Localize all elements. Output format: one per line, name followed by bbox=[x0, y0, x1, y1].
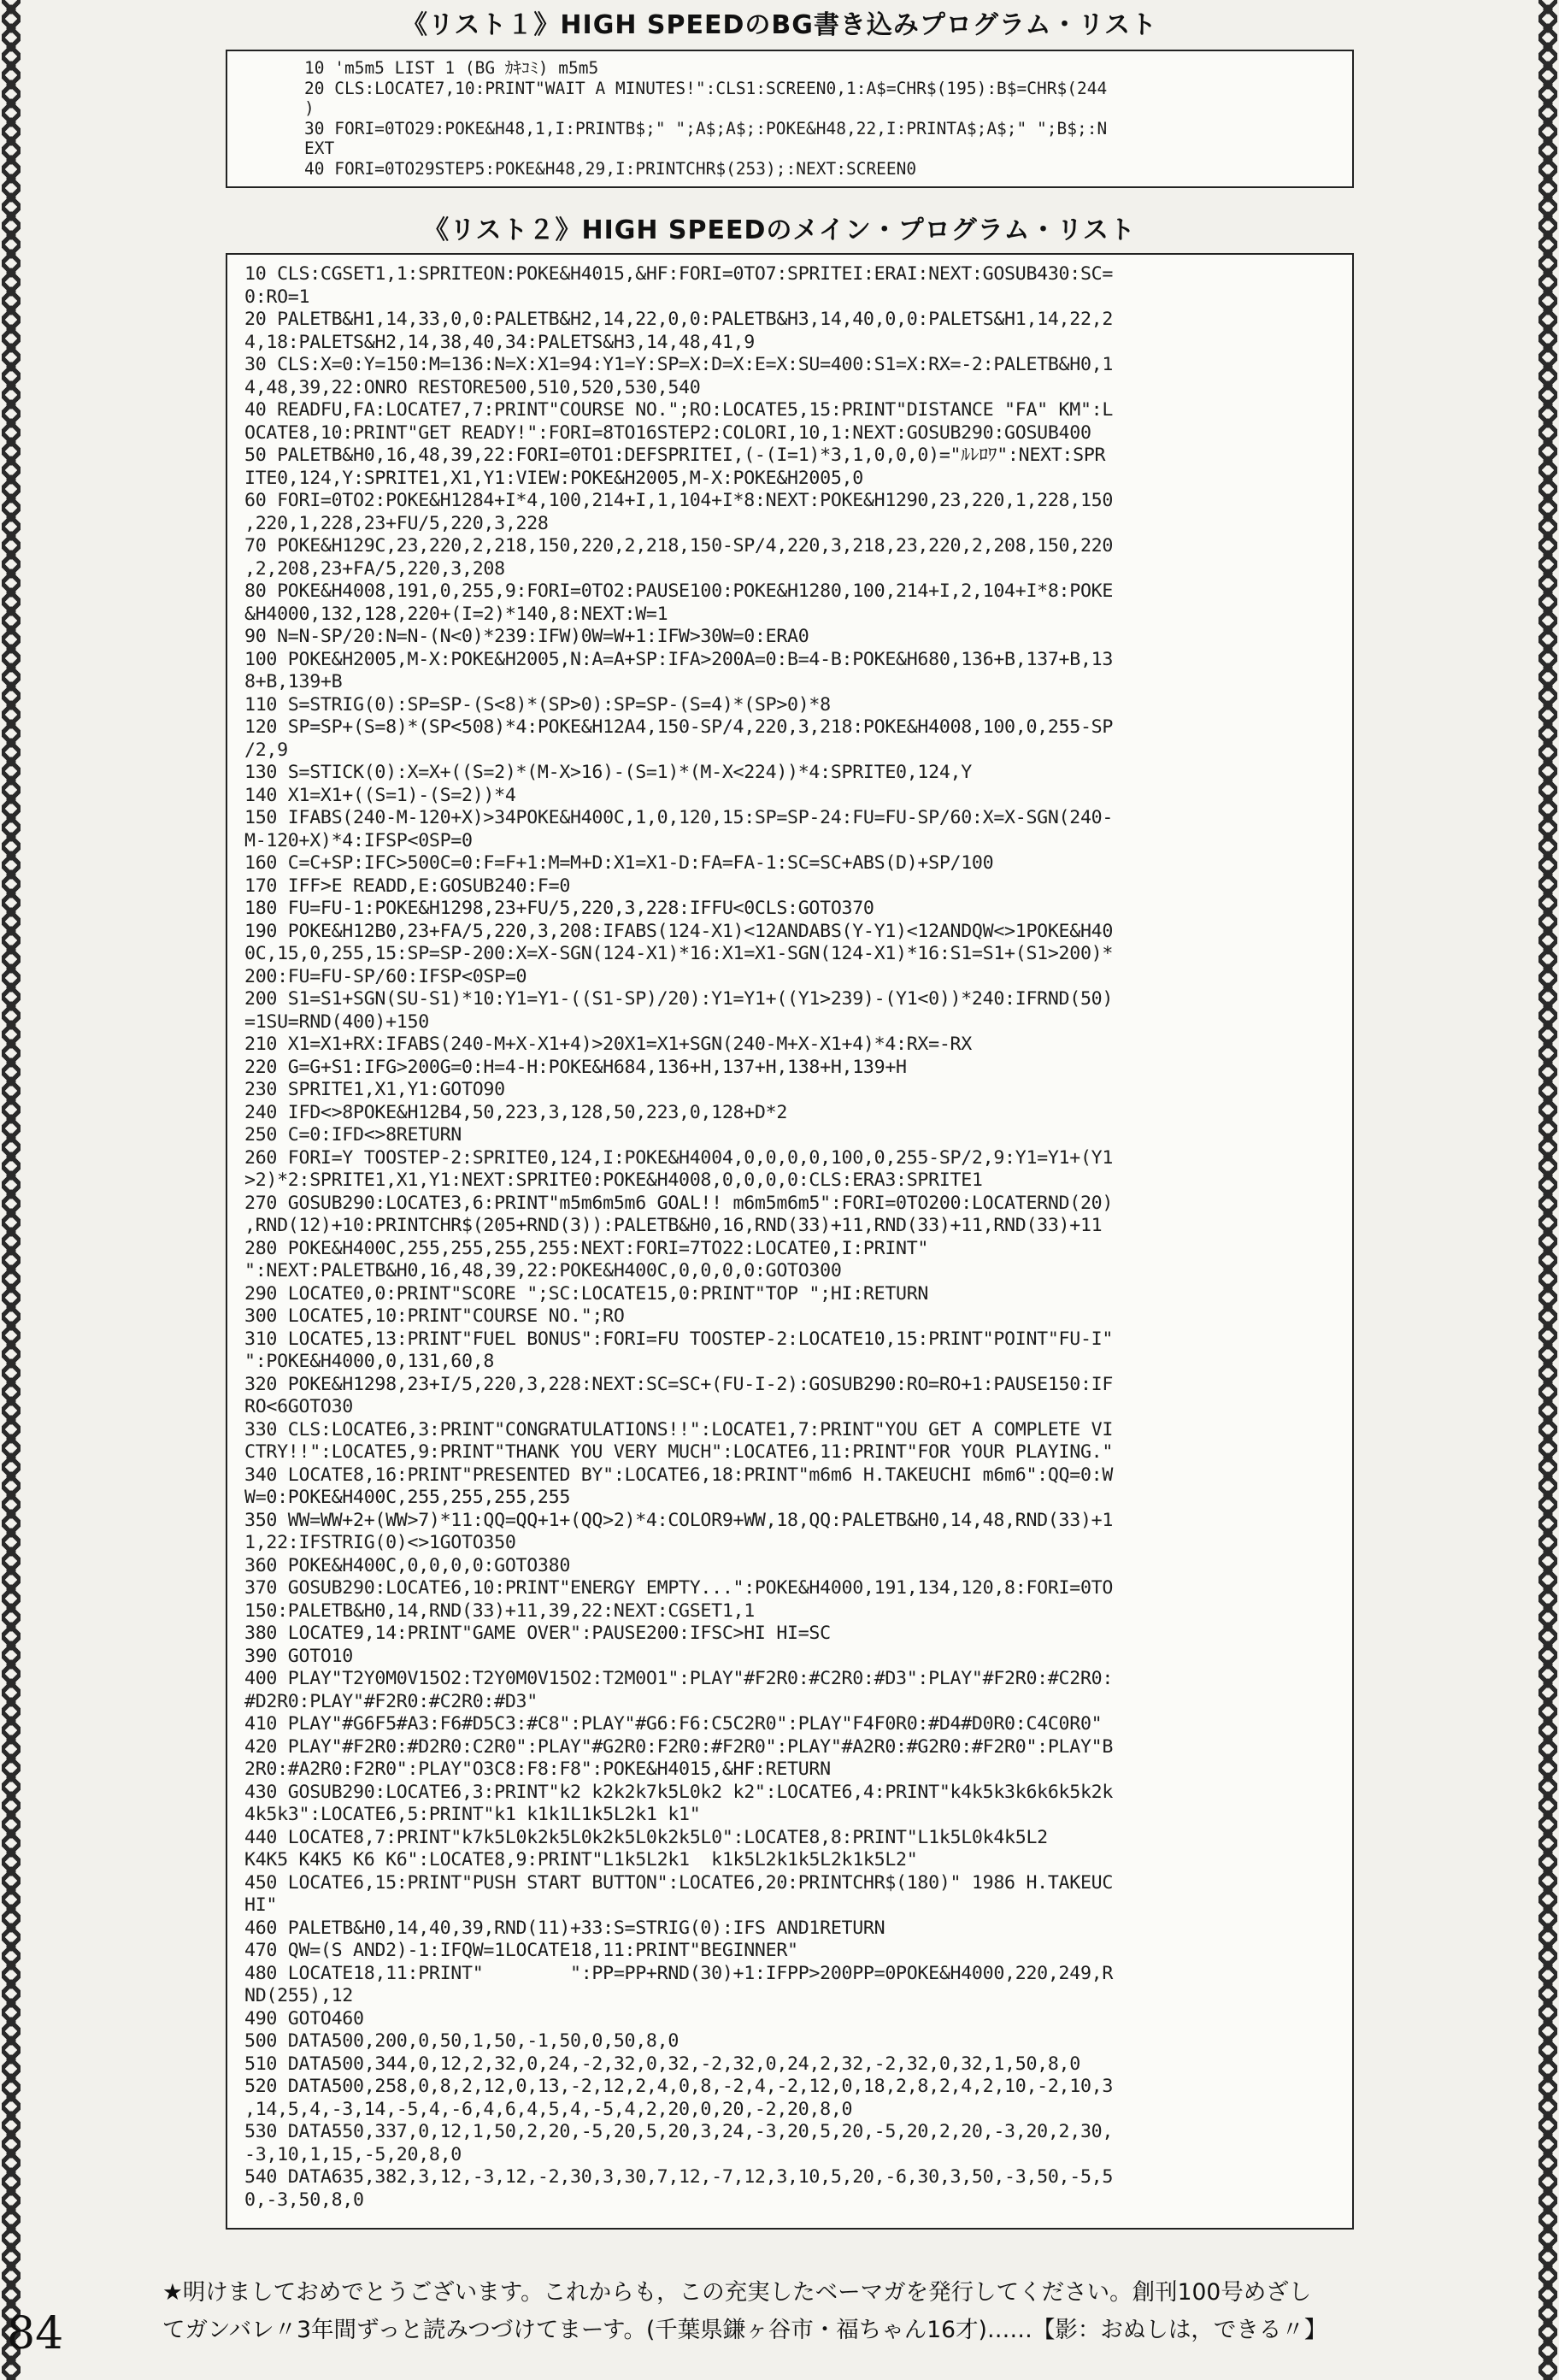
left-decorative-border bbox=[2, 0, 21, 2380]
code-line: 250 C=0:IFD<>8RETURN bbox=[244, 1124, 462, 1146]
code-line: 360 POKE&H400C,0,0,0,0:GOTO380 bbox=[244, 1554, 571, 1576]
code-line: /2,9 bbox=[244, 739, 288, 761]
code-line: 200 S1=S1+SGN(SU-S1)*10:Y1=Y1-((S1-SP)/20):Y1=Y1+((Y1>239)-(Y1<0))*240:IFRND(50) bbox=[244, 988, 1114, 1010]
list1-title: 《リスト１》HIGH SPEEDのBG書き込みプログラム・リスト bbox=[402, 10, 1157, 40]
code-line: 260 FORI=Y TOOSTEP-2:SPRITE0,124,I:POKE&H4004,0,0,0,0,100,0,255-SP/2,9:Y1=Y1+(Y1 bbox=[244, 1146, 1114, 1169]
code-line: 450 LOCATE6,15:PRINT"PUSH START BUTTON":LOCATE6,20:PRINTCHR$(180)" 1986 H.TAKEUC bbox=[244, 1871, 1114, 1894]
code-line: -3,10,1,15,-5,20,8,0 bbox=[244, 2143, 462, 2165]
code-line: 420 PLAY"#F2R0:#D2R0:C2R0":PLAY"#G2R0:F2R0:#F2R0":PLAY"#A2R0:#G2R0:#F2R0":PLAY"B bbox=[244, 1735, 1114, 1758]
code-line: 270 GOSUB290:LOCATE3,6:PRINT"m5m6m5m6 GOAL!! m6m5m6m5":FORI=0TO200:LOCATERND(20) bbox=[244, 1192, 1114, 1214]
code-line: HI" bbox=[244, 1894, 278, 1916]
code-line: ,14,5,4,-3,14,-5,4,-6,4,6,4,5,4,-5,4,2,20,0,20,-2,20,8,0 bbox=[244, 2098, 853, 2120]
code-line: 20 CLS:LOCATE7,10:PRINT"WAIT A MINUTES!":CLS1:SCREEN0,1:A$=CHR$(195):B$=CHR$(244 bbox=[304, 78, 1108, 98]
code-line: 370 GOSUB290:LOCATE6,10:PRINT"ENERGY EMPTY...":POKE&H4000,191,134,120,8:FORI=0TO bbox=[244, 1577, 1114, 1599]
code-line: 10 CLS:CGSET1,1:SPRITEON:POKE&H4015,&HF:FORI=0TO7:SPRITEI:ERAI:NEXT:GOSUB430:SC= bbox=[244, 263, 1114, 285]
code-line: 300 LOCATE5,10:PRINT"COURSE NO.";RO bbox=[244, 1305, 625, 1327]
reader-note bbox=[162, 2274, 1496, 2349]
code-line: 340 LOCATE8,16:PRINT"PRESENTED BY":LOCATE6,18:PRINT"m6m6 H.TAKEUCHI m6m6":QQ=0:W bbox=[244, 1464, 1114, 1486]
code-line: ,RND(12)+10:PRINTCHR$(205+RND(3)):PALETB&H0,16,RND(33)+11,RND(33)+11,RND(33)+11 bbox=[244, 1215, 1103, 1236]
code-line: 320 POKE&H1298,23+I/5,220,3,228:NEXT:SC=SC+(FU-I-2):GOSUB290:RO=RO+1:PAUSE150:IF bbox=[244, 1373, 1114, 1395]
code-line: 90 N=N-SP/20:N=N-(N<0)*239:IFW)0W=W+1:IFW>30W=0:ERA0 bbox=[244, 626, 809, 647]
code-line: =1SU=RND(400)+150 bbox=[244, 1010, 429, 1033]
code-line: 10 'm5m5 LIST 1 (BG ｶｷｺﾐ) m5m5 bbox=[304, 58, 599, 78]
code-line: 40 READFU,FA:LOCATE7,7:PRINT"COURSE NO.";RO:LOCATE5,15:PRINT"DISTANCE "FA" KM":L bbox=[244, 399, 1114, 421]
code-line: CTRY!!":LOCATE5,9:PRINT"THANK YOU VERY MUCH":LOCATE6,11:PRINT"FOR YOUR PLAYING." bbox=[244, 1441, 1114, 1463]
reader-note-line-1: ★明けましておめでとうございます。これからも，この充実したベーマガを発行してください。創刊100号めざし bbox=[162, 2279, 1312, 2306]
code-line: 330 CLS:LOCATE6,3:PRINT"CONGRATULATIONS!!":LOCATE1,7:PRINT"YOU GET A COMPLETE VI bbox=[244, 1418, 1114, 1440]
code-line: 0,-3,50,8,0 bbox=[244, 2189, 364, 2211]
list1-code-box bbox=[226, 50, 1354, 188]
code-line: >2)*2:SPRITE1,X1,Y1:NEXT:SPRITE0:POKE&H4008,0,0,0,0:CLS:ERA3:SPRITE1 bbox=[244, 1169, 983, 1191]
code-line: &H4000,132,128,220+(I=2)*140,8:NEXT:W=1 bbox=[244, 603, 668, 625]
code-line: 40 FORI=0TO29STEP5:POKE&H48,29,I:PRINTCHR$(253);:NEXT:SCREEN0 bbox=[304, 158, 917, 179]
code-line: 180 FU=FU-1:POKE&H1298,23+FU/5,220,3,228:IFFU<0CLS:GOTO370 bbox=[244, 898, 874, 919]
code-line: ND(255),12 bbox=[244, 1985, 354, 2006]
code-line: 210 X1=X1+RX:IFABS(240-M+X-X1+4)>20X1=X1+SGN(240-M+X-X1+4)*4:RX=-RX bbox=[244, 1034, 972, 1055]
code-line: 190 POKE&H12B0,23+FA/5,220,3,208:IFABS(124-X1)<12ANDABS(Y-Y1)<12ANDQW<>1POKE&H40 bbox=[244, 920, 1114, 942]
code-line: #D2R0:PLAY"#F2R0:#C2R0:#D3" bbox=[244, 1690, 538, 1712]
code-line: ,220,1,228,23+FU/5,220,3,228 bbox=[244, 512, 549, 534]
code-line: W=0:POKE&H400C,255,255,255,255 bbox=[244, 1487, 571, 1508]
right-decorative-border bbox=[1538, 0, 1557, 2380]
code-line: 140 X1=X1+((S=1)-(S=2))*4 bbox=[244, 784, 516, 806]
code-line: 280 POKE&H400C,255,255,255,255:NEXT:FORI=7TO22:LOCATE0,I:PRINT" bbox=[244, 1237, 929, 1259]
code-line: 2R0:#A2R0:F2R0":PLAY"O3C8:F8:F8":POKE&H4015,&HF:RETURN bbox=[244, 1758, 831, 1780]
code-line: 80 POKE&H4008,191,0,255,9:FORI=0TO2:PAUSE100:POKE&H1280,100,214+I,2,104+I*8:POKE bbox=[244, 580, 1114, 602]
code-line: 20 PALETB&H1,14,33,0,0:PALETB&H2,14,22,0,0:PALETB&H3,14,40,0,0:PALETS&H1,14,22,2 bbox=[244, 309, 1114, 330]
code-line: 50 PALETB&H0,16,48,39,22:FORI=0TO1:DEFSPRITEI,(-(I=1)*3,1,0,0,0)="ﾙﾚﾛﾜ":NEXT:SPR bbox=[244, 445, 1106, 466]
code-line: 70 POKE&H129C,23,220,2,218,150,220,2,218,150-SP/4,220,3,218,23,220,2,208,150,220 bbox=[244, 535, 1114, 557]
code-line: 290 LOCATE0,0:PRINT"SCORE ";SC:LOCATE15,0:PRINT"TOP ";HI:RETURN bbox=[244, 1282, 929, 1305]
code-line: 510 DATA500,344,0,12,2,32,0,24,-2,32,0,32,-2,32,0,24,2,32,-2,32,0,32,1,50,8,0 bbox=[244, 2053, 1080, 2075]
code-line: 410 PLAY"#G6F5#A3:F6#D5C3:#C8":PLAY"#G6:F6:C5C2R0":PLAY"F4F0R0:#D4#D0R0:C4C0R0" bbox=[244, 1713, 1103, 1735]
code-line: ":POKE&H4000,0,131,60,8 bbox=[244, 1351, 495, 1372]
code-line: 220 G=G+S1:IFG>200G=0:H=4-H:POKE&H684,136+H,137+H,138+H,139+H bbox=[244, 1056, 907, 1078]
code-line: 530 DATA550,337,0,12,1,50,2,20,-5,20,5,20,3,24,-3,20,5,20,-5,20,2,20,-3,20,2,30, bbox=[244, 2121, 1114, 2142]
code-line: 460 PALETB&H0,14,40,39,RND(11)+33:S=STRIG(0):IFS AND1RETURN bbox=[244, 1917, 885, 1939]
code-line: 120 SP=SP+(S=8)*(SP<508)*4:POKE&H12A4,150-SP/4,220,3,218:POKE&H4008,100,0,255-SP bbox=[244, 716, 1114, 738]
code-line: ITE0,124,Y:SPRITE1,X1,Y1:VIEW:POKE&H2005,M-X:POKE&H2005,0 bbox=[244, 467, 863, 489]
code-line: 310 LOCATE5,13:PRINT"FUEL BONUS":FORI=FU TOOSTEP-2:LOCATE10,15:PRINT"POINT"FU-I" bbox=[244, 1328, 1114, 1350]
code-line: 470 QW=(S AND2)-1:IFQW=1LOCATE18,11:PRINT"BEGINNER" bbox=[244, 1940, 798, 1961]
code-line: RO<6GOTO30 bbox=[244, 1396, 354, 1417]
code-line: 1,22:IFSTRIG(0)<>1GOTO350 bbox=[244, 1532, 516, 1553]
code-line: EXT bbox=[304, 138, 335, 158]
reader-note-line-2: てガンバレ〃3年間ずっと読みつづけてまーす。(千葉県鎌ヶ谷市・福ちゃん16才)……【影：おぬしは，できる〃】 bbox=[162, 2317, 1327, 2343]
code-line: 110 S=STRIG(0):SP=SP-(S<8)*(SP>0):SP=SP-(S=4)*(SP>0)*8 bbox=[244, 693, 831, 716]
code-line: 4,18:PALETS&H2,14,38,40,34:PALETS&H3,14,48,41,9 bbox=[244, 331, 755, 353]
code-line: 0C,15,0,255,15:SP=SP-200:X=X-SGN(124-X1)*16:X1=X1-SGN(124-X1)*16:S1=S1+(S1>200)* bbox=[244, 943, 1114, 964]
code-line: K4K5 K4K5 K6 K6":LOCATE8,9:PRINT"L1k5L2k1 k1k5L2k1k5L2k1k5L2" bbox=[244, 1849, 918, 1870]
code-line: 150:PALETB&H0,14,RND(33)+11,39,22:NEXT:CGSET1,1 bbox=[244, 1599, 755, 1622]
code-line: 30 FORI=0TO29:POKE&H48,1,I:PRINTB$;" ";A$;A$;:POKE&H48,22,I:PRINTA$;A$;" ";B$;:N bbox=[304, 118, 1108, 138]
code-line: 60 FORI=0TO2:POKE&H1284+I*4,100,214+I,1,104+I*8:NEXT:POKE&H1290,23,220,1,228,150 bbox=[244, 490, 1114, 511]
code-line: 440 LOCATE8,7:PRINT"k7k5L0k2k5L0k2k5L0k2k5L0":LOCATE8,8:PRINT"L1k5L0k4k5L2 bbox=[244, 1826, 1048, 1848]
code-line: 30 CLS:X=0:Y=150:M=136:N=X:X1=94:Y1=Y:SP=X:D=X:E=X:SU=400:S1=X:RX=-2:PALETB&H0,1 bbox=[244, 354, 1114, 375]
code-line: ,2,208,23+FA/5,220,3,208 bbox=[244, 557, 505, 580]
code-line: 500 DATA500,200,0,50,1,50,-1,50,0,50,8,0 bbox=[244, 2030, 679, 2052]
code-line: 540 DATA635,382,3,12,-3,12,-2,30,3,30,7,12,-7,12,3,10,5,20,-6,30,3,50,-3,50,-5,5 bbox=[244, 2166, 1114, 2188]
code-line: 480 LOCATE18,11:PRINT" ":PP=PP+RND(30)+1:IFPP>200PP=0POKE&H4000,220,249,R bbox=[244, 1962, 1114, 1984]
list2-title: 《リスト２》HIGH SPEEDのメイン・プログラム・リスト bbox=[423, 215, 1136, 245]
code-line: 170 IFF>E READD,E:GOSUB240:F=0 bbox=[244, 875, 571, 897]
code-line: 400 PLAY"T2Y0M0V15O2:T2Y0M0V15O2:T2M0O1":PLAY"#F2R0:#C2R0:#D3":PLAY"#F2R0:#C2R0: bbox=[244, 1668, 1114, 1689]
code-line: ) bbox=[304, 98, 315, 118]
code-line: 4k5k3":LOCATE6,5:PRINT"k1 k1k1L1k5L2k1 k1" bbox=[244, 1804, 701, 1825]
code-line: 350 WW=WW+2+(WW>7)*11:QQ=QQ+1+(QQ>2)*4:COLOR9+WW,18,QQ:PALETB&H0,14,48,RND(33)+1 bbox=[244, 1509, 1114, 1531]
code-line: 380 LOCATE9,14:PRINT"GAME OVER":PAUSE200:IFSC>HI HI=SC bbox=[244, 1623, 831, 1644]
code-line: OCATE8,10:PRINT"GET READY!":FORI=8TO16STEP2:COLORI,10,1:NEXT:GOSUB290:GOSUB400 bbox=[244, 421, 1091, 444]
code-line: M-120+X)*4:IFSP<0SP=0 bbox=[244, 829, 473, 851]
code-line: 240 IFD<>8POKE&H12B4,50,223,3,128,50,223,0,128+D*2 bbox=[244, 1101, 788, 1123]
code-line: ":NEXT:PALETB&H0,16,48,39,22:POKE&H400C,0,0,0,0:GOTO300 bbox=[244, 1260, 842, 1281]
code-line: 8+B,139+B bbox=[244, 671, 343, 692]
code-line: 4,48,39,22:ONRO RESTORE500,510,520,530,540 bbox=[244, 376, 701, 398]
code-line: 200:FU=FU-SP/60:IFSP<0SP=0 bbox=[244, 965, 527, 987]
code-line: 160 C=C+SP:IFC>500C=0:F=F+1:M=M+D:X1=X1-D:FA=FA-1:SC=SC+ABS(D)+SP/100 bbox=[244, 852, 994, 874]
code-line: 430 GOSUB290:LOCATE6,3:PRINT"k2 k2k2k7k5L0k2 k2":LOCATE6,4:PRINT"k4k5k3k6k6k5k2k bbox=[244, 1781, 1114, 1803]
code-line: 100 POKE&H2005,M-X:POKE&H2005,N:A=A+SP:IFA>200A=0:B=4-B:POKE&H680,136+B,137+B,13 bbox=[244, 648, 1114, 670]
code-line: 0:RO=1 bbox=[244, 286, 310, 308]
list2-code-box bbox=[226, 253, 1354, 2230]
code-line: 130 S=STICK(0):X=X+((S=2)*(M-X>16)-(S=1)*(M-X<224))*4:SPRITE0,124,Y bbox=[244, 762, 972, 783]
code-line: 150 IFABS(240-M-120+X)>34POKE&H400C,1,0,120,15:SP=SP-24:FU=FU-SP/60:X=X-SGN(240- bbox=[244, 807, 1114, 828]
page-number: 84 bbox=[7, 2308, 64, 2359]
code-line: 490 GOTO460 bbox=[244, 2007, 364, 2029]
code-line: 230 SPRITE1,X1,Y1:GOTO90 bbox=[244, 1079, 505, 1100]
code-line: 520 DATA500,258,0,8,2,12,0,13,-2,12,2,4,0,8,-2,4,-2,12,0,18,2,8,2,4,2,10,-2,10,3 bbox=[244, 2076, 1114, 2097]
code-line: 390 GOTO10 bbox=[244, 1645, 354, 1667]
